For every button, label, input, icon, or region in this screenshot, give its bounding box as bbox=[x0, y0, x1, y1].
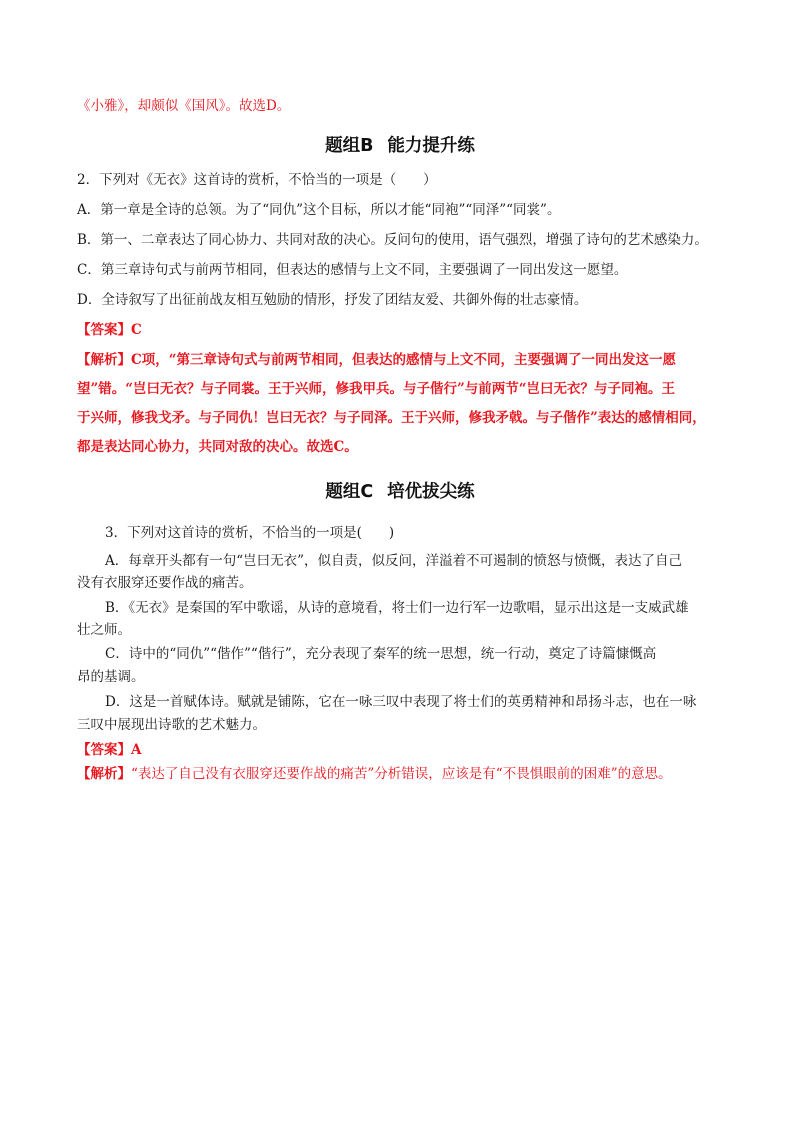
group-b-label: 题组B bbox=[325, 136, 374, 156]
question-2-answer bbox=[77, 320, 142, 340]
question-3-option-a-line-2: 没有衣服穿还要作战的痛苦。 bbox=[77, 575, 253, 591]
question-2-option-a: A．第一章是全诗的总领。为了“同仇”这个目标，所以才能“同袍”“同泽”“同裳”。 bbox=[77, 202, 561, 218]
question-2-option-b: B．第一、二章表达了同心协力、共同对敌的决心。反问句的使用，语气强烈，增强了诗句的艺术感染力。 bbox=[77, 232, 708, 248]
question-3-answer bbox=[77, 740, 141, 760]
answer-value: C bbox=[131, 322, 142, 338]
question-3-analysis bbox=[77, 764, 672, 784]
question-3-option-d-line-2: 三叹中展现出诗歌的艺术魅力。 bbox=[77, 717, 266, 733]
analysis-label: 【解析】 bbox=[77, 766, 131, 782]
question-3-stem: 3．下列对这首诗的赏析，不恰当的一项是( ) bbox=[105, 525, 395, 541]
question-2-option-c: C．第三章诗句式与前两节相同，但表达的感情与上文不同，主要强调了一同出发这一愿望。 bbox=[77, 262, 628, 278]
question-3-option-b-line-1: B．《无衣》是秦国的军中歌谣，从诗的意境看，将士们一边行军一边歌唱，显示出这是一支威武雄 bbox=[105, 600, 689, 616]
question-2-stem: 2．下列对《无衣》这首诗的赏析，不恰当的一项是（ ） bbox=[77, 172, 437, 188]
analysis-text: C项，“第三章诗句式与前两节相同，但表达的感情与上文不同，主要强调了一同出发这一愿 bbox=[131, 352, 677, 368]
question-3-option-c-line-2: 昂的基调。 bbox=[77, 669, 145, 685]
previous-explanation-tail: 《小雅》，却颇似《国风》。故选D。 bbox=[77, 98, 291, 114]
answer-value: A bbox=[131, 742, 142, 758]
question-2-option-d: D．全诗叙写了出征前战友相互勉励的情形，抒发了团结友爱、共御外侮的壮志豪情。 bbox=[77, 292, 588, 308]
question-2-analysis-line-2: 望”错。“岂曰无衣？与子同裳。王于兴师，修我甲兵。与子偕行”与前两节“岂曰无衣？与子同袍。王 bbox=[77, 381, 676, 397]
group-c-heading bbox=[0, 480, 800, 504]
group-b-heading bbox=[0, 134, 800, 158]
group-c-label: 题组C bbox=[325, 482, 374, 502]
question-2-analysis-line-3: 于兴师，修我戈矛。与子同仇！岂曰无衣？与子同泽。王于兴师，修我矛戟。与子偕作”表达的感情相同， bbox=[77, 410, 706, 426]
question-3-option-c-line-1: C．诗中的“同仇”“偕作”“偕行”，充分表现了秦军的统一思想，统一行动，奠定了诗篇慷慨高 bbox=[105, 646, 657, 662]
answer-label: 【答案】 bbox=[77, 322, 131, 338]
question-2-analysis-line-4: 都是表达同心协力，共同对敌的决心。故选C。 bbox=[77, 439, 358, 455]
analysis-label: 【解析】 bbox=[77, 352, 131, 368]
analysis-text: “表达了自己没有衣服穿还要作战的痛苦”分析错误，应该是有“不畏惧眼前的困难”的意思。 bbox=[131, 766, 672, 782]
question-2-analysis-line-1 bbox=[77, 350, 676, 370]
answer-label: 【答案】 bbox=[77, 742, 131, 758]
question-3-option-a-line-1: A．每章开头都有一句“岂曰无衣”，似自责，似反问，洋溢着不可遏制的愤怒与愤慨，表达了自己 bbox=[105, 553, 683, 569]
group-b-subtitle: 能力提升练 bbox=[387, 136, 475, 156]
question-3-option-d-line-1: D．这是一首赋体诗。赋就是铺陈，它在一咏三叹中表现了将士们的英勇精神和昂扬斗志，也在一咏 bbox=[105, 694, 697, 710]
group-c-subtitle: 培优拔尖练 bbox=[387, 482, 475, 502]
question-3-option-b-line-2: 壮之师。 bbox=[77, 622, 131, 638]
